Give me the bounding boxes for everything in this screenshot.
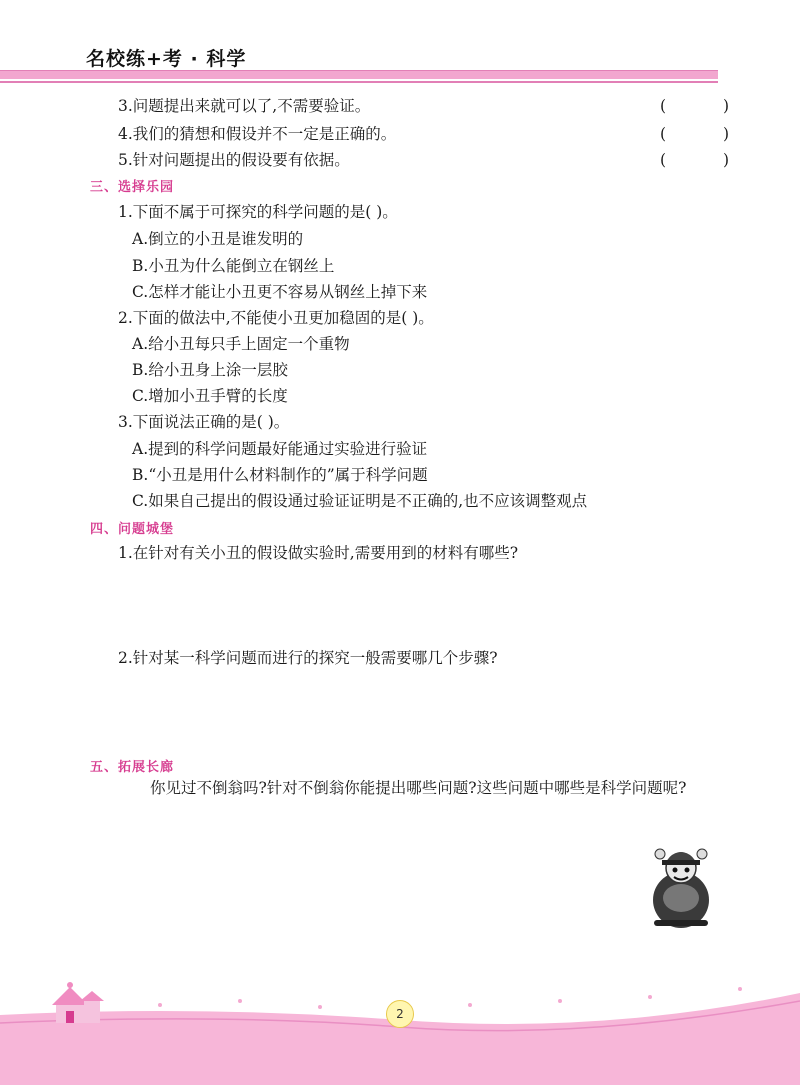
section-heading-choice: 三、选择乐园 bbox=[90, 180, 175, 195]
open-question: 1.在针对有关小丑的假设做实验时,需要用到的材料有哪些? bbox=[118, 544, 519, 562]
question-stem: 3.下面说法正确的是( )。 bbox=[118, 413, 290, 431]
page-number: 2 bbox=[386, 1000, 414, 1028]
answer-paren-3[interactable]: ( ) bbox=[660, 97, 756, 115]
section-heading-extension: 五、拓展长廊 bbox=[90, 760, 175, 775]
option-item: B.“小丑是用什么材料制作的”属于科学问题 bbox=[132, 466, 428, 484]
option-item: C.怎样才能让小丑更不容易从钢丝上掉下来 bbox=[132, 283, 428, 301]
option-item: C.如果自己提出的假设通过验证证明是不正确的,也不应该调整观点 bbox=[132, 492, 588, 510]
option-item: B.小丑为什么能倒立在钢丝上 bbox=[132, 257, 335, 275]
option-item: A.倒立的小丑是谁发明的 bbox=[132, 230, 304, 248]
page-header-title: 名校练+考 · 科学 bbox=[86, 48, 247, 70]
answer-paren-4[interactable]: ( ) bbox=[660, 125, 756, 143]
judgement-item-5: 5.针对问题提出的假设要有依据。 bbox=[118, 151, 350, 169]
option-item: B.给小丑身上涂一层胶 bbox=[132, 361, 288, 379]
judgement-item-4: 4.我们的猜想和假设并不一定是正确的。 bbox=[118, 125, 397, 143]
option-item: C.增加小丑手臂的长度 bbox=[132, 387, 288, 405]
header-rule bbox=[0, 81, 718, 83]
section-heading-questions: 四、问题城堡 bbox=[90, 522, 175, 537]
option-item: A.给小丑每只手上固定一个重物 bbox=[132, 335, 350, 353]
open-question: 2.针对某一科学问题而进行的探究一般需要哪几个步骤? bbox=[118, 649, 498, 667]
tumbler-toy-illustration bbox=[640, 840, 722, 930]
extension-paragraph: 你见过不倒翁吗?针对不倒翁你能提出哪些问题?这些问题中哪些是科学问题呢? bbox=[150, 779, 687, 797]
judgement-item-3: 3.问题提出来就可以了,不需要验证。 bbox=[118, 97, 371, 115]
header-band bbox=[0, 70, 718, 79]
footer-decoration bbox=[0, 975, 800, 1085]
option-item: A.提到的科学问题最好能通过实验进行验证 bbox=[132, 440, 428, 458]
question-stem: 2.下面的做法中,不能使小丑更加稳固的是( )。 bbox=[118, 309, 434, 327]
answer-paren-5[interactable]: ( ) bbox=[660, 151, 756, 169]
question-stem: 1.下面不属于可探究的科学问题的是( )。 bbox=[118, 203, 398, 221]
